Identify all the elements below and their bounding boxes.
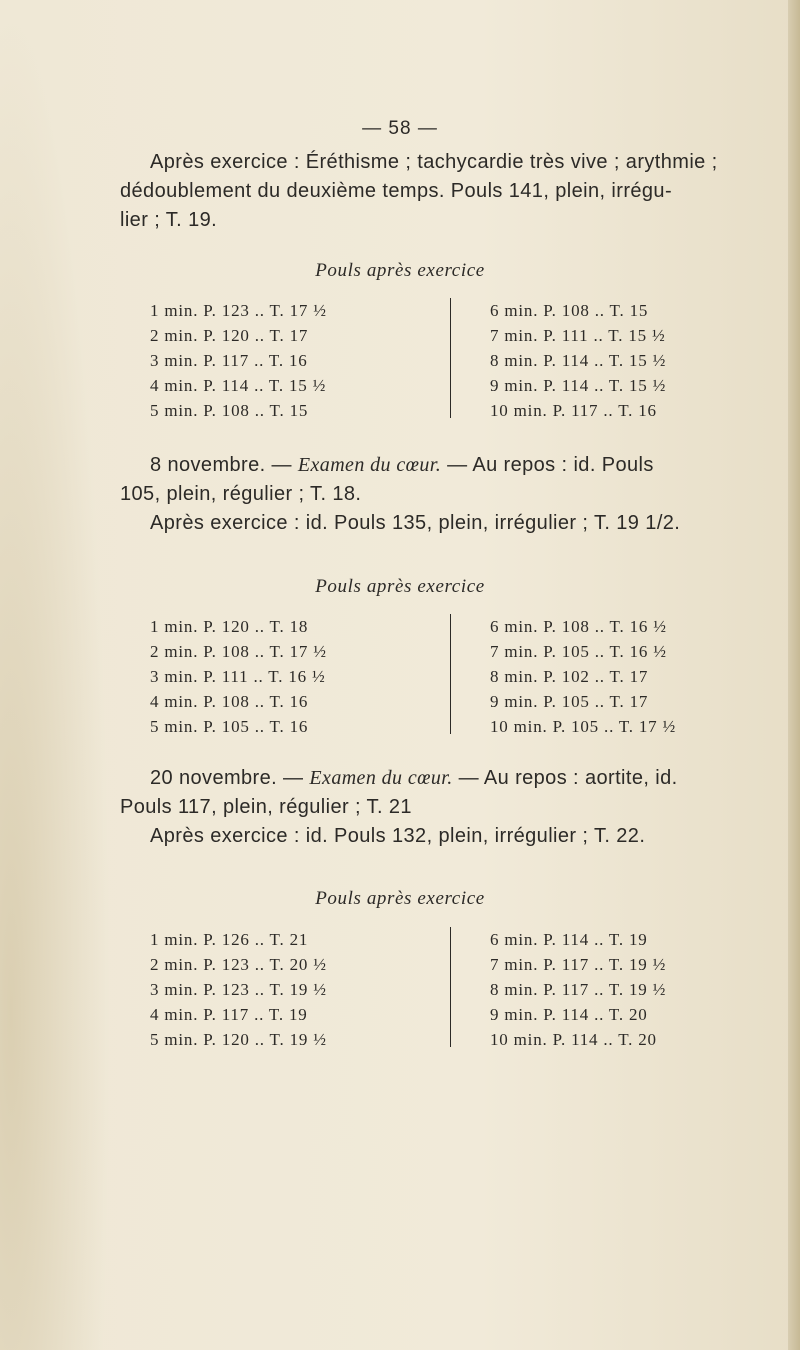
page-number: — 58 — <box>362 118 438 139</box>
paragraph-block1 <box>120 148 770 235</box>
date-label: 20 novembre. — <box>150 767 304 789</box>
table-row: 7 min. P. 117 .. T. 19 ½ <box>490 955 667 974</box>
table-row: 5 min. P. 105 .. T. 16 <box>150 717 309 736</box>
table-row: 5 min. P. 120 .. T. 19 ½ <box>150 1030 327 1049</box>
table-row: 10 min. P. 117 .. T. 16 <box>490 401 657 420</box>
table-column-left <box>150 298 440 423</box>
paragraph-line: lier ; T. 19. <box>120 209 218 231</box>
table-row: 1 min. P. 123 .. T. 17 ½ <box>150 301 327 320</box>
table-title: Pouls après exercice <box>315 888 485 909</box>
paragraph-line: Après exercice : id. Pouls 135, plein, irrégulier ; T. 19 1/2. <box>150 512 681 534</box>
table-row: 4 min. P. 117 .. T. 19 <box>150 1005 308 1024</box>
paragraph-line <box>120 451 770 480</box>
paragraph-line: Après exercice : id. Pouls 132, plein, irrégulier ; T. 22. <box>150 825 646 847</box>
paragraph-line: Pouls 117, plein, régulier ; T. 21 <box>120 796 412 818</box>
table-row: 1 min. P. 120 .. T. 18 <box>150 617 309 636</box>
table-row: 9 min. P. 114 .. T. 20 <box>490 1005 648 1024</box>
exam-label: Examen du cœur. <box>309 767 453 789</box>
pulse-table-3 <box>150 927 750 1052</box>
table-row: 2 min. P. 120 .. T. 17 <box>150 326 309 345</box>
date-label: 8 novembre. — <box>150 454 292 476</box>
table-row: 10 min. P. 114 .. T. 20 <box>490 1030 657 1049</box>
paragraph-line: Après exercice : Éréthisme ; tachycardie très vive ; arythmie ; <box>150 151 718 173</box>
pulse-table-2 <box>150 614 750 739</box>
paragraph-line <box>120 764 770 793</box>
table-row: 8 min. P. 114 .. T. 15 ½ <box>490 351 667 370</box>
column-divider <box>450 614 451 734</box>
table-row: 10 min. P. 105 .. T. 17 ½ <box>490 717 677 736</box>
column-divider <box>450 298 451 418</box>
table-row: 4 min. P. 114 .. T. 15 ½ <box>150 376 327 395</box>
exam-label: Examen du cœur. <box>297 454 442 476</box>
table-row: 2 min. P. 123 .. T. 20 ½ <box>150 955 327 974</box>
table-title: Pouls après exercice <box>315 260 485 281</box>
table-column-right <box>490 927 750 1052</box>
table-title: Pouls après exercice <box>315 576 485 597</box>
column-divider <box>450 927 451 1047</box>
table-row: 6 min. P. 108 .. T. 15 <box>490 301 649 320</box>
paragraph-block3 <box>120 764 770 851</box>
paragraph-text: — Au repos : aortite, id. <box>458 767 678 789</box>
table-column-left <box>150 927 440 1052</box>
page-edge-right <box>788 0 800 1350</box>
paragraph-line: 105, plein, régulier ; T. 18. <box>120 483 362 505</box>
table-row: 5 min. P. 108 .. T. 15 <box>150 401 309 420</box>
table-row: 6 min. P. 114 .. T. 19 <box>490 930 648 949</box>
paragraph-text: — Au repos : id. Pouls <box>447 454 654 476</box>
table-row: 3 min. P. 123 .. T. 19 ½ <box>150 980 327 999</box>
page-shadow-left <box>0 0 110 1350</box>
table-column-right <box>490 298 750 423</box>
table-row: 7 min. P. 105 .. T. 16 ½ <box>490 642 667 661</box>
pulse-table-1 <box>150 298 750 423</box>
table-row: 3 min. P. 117 .. T. 16 <box>150 351 308 370</box>
paragraph-line: dédoublement du deuxième temps. Pouls 141, plein, irrégu- <box>120 180 673 202</box>
paragraph-block2 <box>120 451 770 538</box>
table-row: 9 min. P. 105 .. T. 17 <box>490 692 649 711</box>
table-row: 3 min. P. 111 .. T. 16 ½ <box>150 667 326 686</box>
table-column-left <box>150 614 440 739</box>
table-row: 7 min. P. 111 .. T. 15 ½ <box>490 326 666 345</box>
table-row: 8 min. P. 117 .. T. 19 ½ <box>490 980 667 999</box>
table-row: 1 min. P. 126 .. T. 21 <box>150 930 309 949</box>
table-row: 4 min. P. 108 .. T. 16 <box>150 692 309 711</box>
table-row: 9 min. P. 114 .. T. 15 ½ <box>490 376 667 395</box>
table-row: 2 min. P. 108 .. T. 17 ½ <box>150 642 327 661</box>
table-row: 8 min. P. 102 .. T. 17 <box>490 667 649 686</box>
table-column-right <box>490 614 750 739</box>
table-row: 6 min. P. 108 .. T. 16 ½ <box>490 617 667 636</box>
